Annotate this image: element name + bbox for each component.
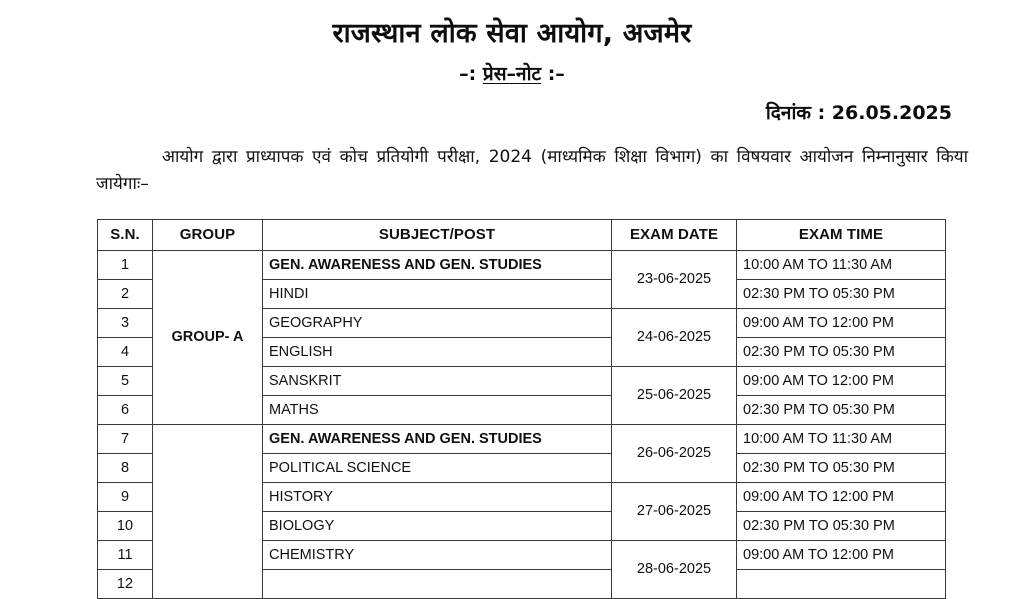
cell-exam-date: 28-06-2025 [612,540,737,598]
cell-subject: CHEMISTRY [263,540,612,569]
cell-serial-number: 11 [98,540,153,569]
cell-exam-date: 24-06-2025 [612,308,737,366]
cell-subject: BIOLOGY [263,511,612,540]
subtitle-suffix: :– [541,63,565,86]
cell-exam-time [737,569,946,598]
table-row [98,250,946,279]
subtitle-underlined-text: प्रेस–नोट [482,63,542,86]
subtitle-prefix: –: [459,63,483,86]
column-header-group: GROUP [153,219,263,250]
paragraph-line-1: आयोग द्वारा प्राध्यापक एवं कोच प्रतियोगी परीक्षा, 2024 (माध्यमिक शिक्षा विभाग) का [162,146,729,167]
cell-exam-time: 02:30 PM TO 05:30 PM [737,395,946,424]
date-value: 26.05.2025 [831,102,952,125]
exam-schedule-table-wrapper [0,199,1024,599]
cell-serial-number: 6 [98,395,153,424]
table-row [98,424,946,453]
cell-serial-number: 9 [98,482,153,511]
paragraph-line-2: विषयवार आयोजन निम्नानुसार किया जायेगाः– [96,146,969,195]
cell-exam-date: 27-06-2025 [612,482,737,540]
cell-exam-time: 02:30 PM TO 05:30 PM [737,453,946,482]
cell-exam-time: 10:00 AM TO 11:30 AM [737,424,946,453]
cell-subject [263,569,612,598]
cell-serial-number: 4 [98,337,153,366]
cell-subject: MATHS [263,395,612,424]
cell-serial-number: 10 [98,511,153,540]
cell-subject: POLITICAL SCIENCE [263,453,612,482]
cell-exam-time: 02:30 PM TO 05:30 PM [737,511,946,540]
body-paragraph [0,126,1024,199]
cell-subject: HINDI [263,279,612,308]
cell-exam-time: 09:00 AM TO 12:00 PM [737,482,946,511]
press-note-subtitle [0,52,1024,87]
exam-schedule-table [97,219,946,599]
cell-subject: GEOGRAPHY [263,308,612,337]
cell-exam-time: 09:00 AM TO 12:00 PM [737,308,946,337]
cell-subject: HISTORY [263,482,612,511]
cell-exam-time: 02:30 PM TO 05:30 PM [737,279,946,308]
cell-serial-number: 5 [98,366,153,395]
date-label: दिनांक : [765,102,832,125]
cell-serial-number: 3 [98,308,153,337]
cell-subject: GEN. AWARENESS AND GEN. STUDIES [263,424,612,453]
table-body [98,250,946,598]
cell-serial-number: 8 [98,453,153,482]
cell-group-b [153,424,263,598]
cell-serial-number: 1 [98,250,153,279]
column-header-subject: SUBJECT/POST [263,219,612,250]
cell-exam-time: 02:30 PM TO 05:30 PM [737,337,946,366]
cell-serial-number: 12 [98,569,153,598]
cell-subject: GEN. AWARENESS AND GEN. STUDIES [263,250,612,279]
table-header [98,219,946,250]
cell-exam-time: 09:00 AM TO 12:00 PM [737,366,946,395]
cell-exam-time: 09:00 AM TO 12:00 PM [737,540,946,569]
cell-serial-number: 7 [98,424,153,453]
column-header-sn: S.N. [98,219,153,250]
cell-exam-time: 10:00 AM TO 11:30 AM [737,250,946,279]
cell-subject: SANSKRIT [263,366,612,395]
document-date [0,87,1024,126]
cell-serial-number: 2 [98,279,153,308]
cell-exam-date: 26-06-2025 [612,424,737,482]
column-header-exam-date: EXAM DATE [612,219,737,250]
cell-exam-date: 23-06-2025 [612,250,737,308]
cell-exam-date: 25-06-2025 [612,366,737,424]
column-header-exam-time: EXAM TIME [737,219,946,250]
page-title: राजस्थान लोक सेवा आयोग, अजमेर [332,18,692,49]
table-header-row [98,219,946,250]
cell-subject: ENGLISH [263,337,612,366]
cell-group-a: GROUP- A [153,250,263,424]
